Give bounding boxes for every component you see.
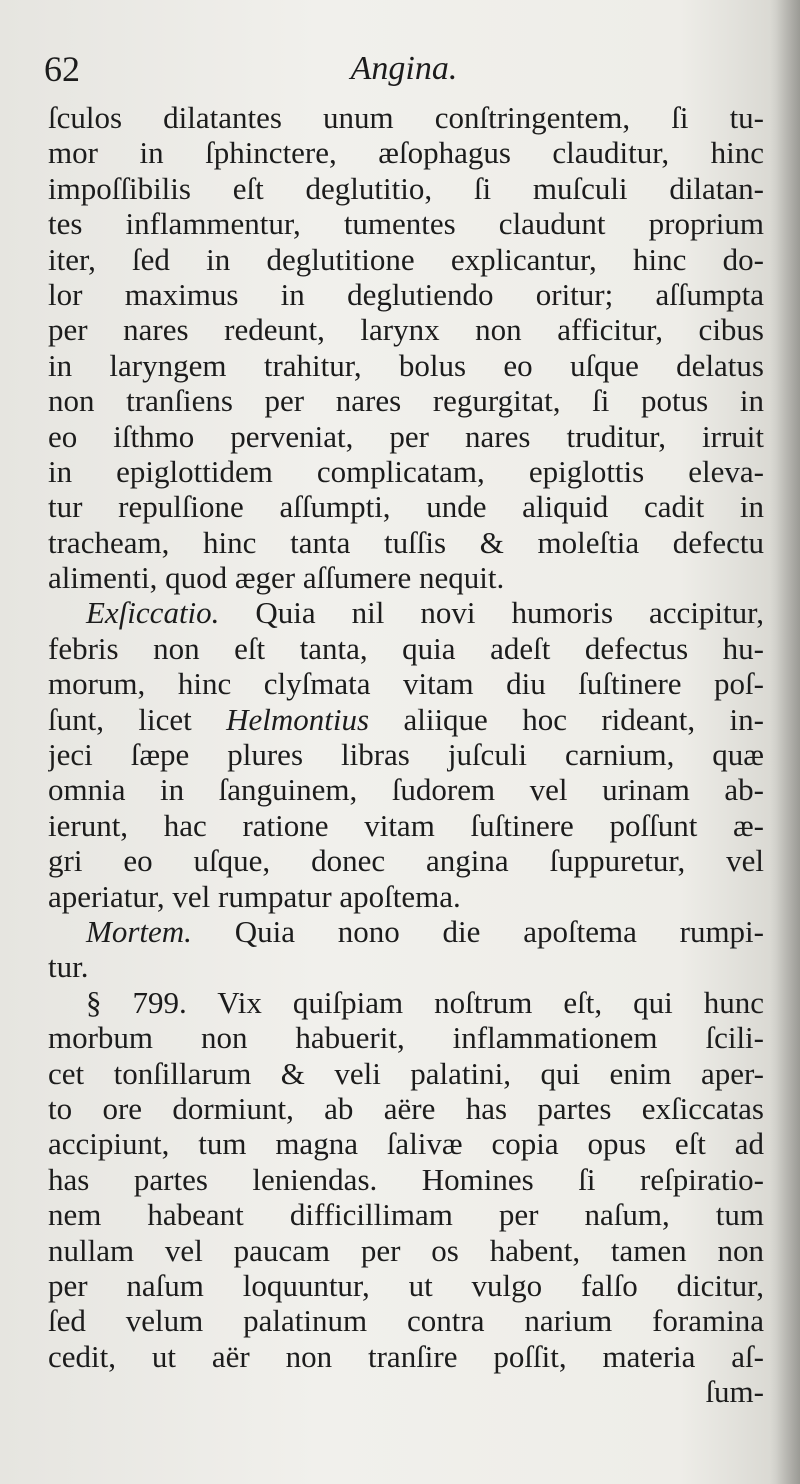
line-text: in epiglottidem complicatam, epiglottis eleva- [48,453,764,489]
line-text: to ore dormiunt, ab aëre has partes exſiccatas [48,1090,764,1126]
text-line [48,631,764,666]
text-line [48,1126,764,1161]
text-line [48,419,764,454]
line-text: Quia nono die apoſtema rumpi- [191,913,764,949]
line-text: ſculos dilatantes unum conſtringentem, ſi tu- [48,100,764,135]
body-text [48,100,764,1409]
text-line [48,525,764,560]
line-text: lor maximus in deglutiendo oritur; aſſumpta [48,276,764,312]
catchword-line [48,1374,764,1409]
text-line [48,1020,764,1055]
line-text: non tranſiens per nares regurgitat, ſi potus in [48,383,764,419]
line-text: tes inflammentur, tumentes claudunt proprium [48,206,764,242]
line-text: nem habeant difficillimam per naſum, tum [48,1197,764,1233]
binding-shadow [770,0,800,1484]
line-text: impoſſibilis eſt deglutitio, ſi muſculi dilatan- [48,170,764,206]
line-text: aperiatur, vel rumpatur apoſtema. [48,878,461,914]
page-number: 62 [44,49,80,89]
line-text: jeci ſæpe plures libras juſculi carnium, quæ [48,737,764,773]
line-text: § 799. Vix quiſpiam noſtrum eſt, qui hunc [86,984,764,1020]
line-text: cet tonſillarum & veli palatini, qui enim aper- [48,1055,764,1091]
text-line [48,914,764,949]
text-line [48,702,764,737]
running-head: Angina. [350,50,458,87]
text-line [48,242,764,277]
text-line [48,843,764,878]
text-line [48,383,764,418]
line-prefix: ſunt, licet [48,701,227,737]
text-line [48,949,764,984]
line-text: gri eo uſque, donec angina ſuppuretur, vel [48,843,764,879]
line-text: tur repulſione aſſumpti, unde aliquid cadit in [48,489,764,525]
line-text: morum, hinc clyſmata vitam diu ſuſtinere poſ- [48,666,764,702]
line-text: morbum non habuerit, inflammationem ſcili- [48,1020,764,1056]
line-text: alimenti, quod æger aſſumere nequit. [48,560,505,596]
text-line [48,171,764,206]
text-line [48,666,764,701]
line-text: aliique hoc rideant, in- [369,701,764,737]
text-line [48,1162,764,1197]
text-line [48,348,764,383]
line-text: eo iſthmo perveniat, per nares truditur, irruit [48,418,764,454]
text-line [48,135,764,170]
italic-term: Helmontius [226,701,370,737]
text-line [48,560,764,595]
line-text: mor in ſphinctere, æſophagus clauditur, hinc [48,135,764,171]
line-text: ſed velum palatinum contra narium foramina [48,1303,764,1339]
italic-term: Mortem. [86,913,192,949]
catchword: ſum- [705,1374,764,1410]
text-line [48,100,764,135]
text-line [48,1233,764,1268]
line-text: iter, ſed in deglutitione explicantur, hinc do- [48,241,764,277]
text-line [48,1303,764,1338]
text-line [48,737,764,772]
text-line [48,206,764,241]
line-text: tracheam, hinc tanta tuſſis & moleſtia defectu [48,524,764,560]
text-line [48,808,764,843]
line-text: nullam vel paucam per os habent, tamen non [48,1232,764,1268]
line-text: omnia in ſanguinem, ſudorem vel urinam ab- [48,772,764,808]
text-line [48,1268,764,1303]
text-line [48,1339,764,1374]
text-line [48,1197,764,1232]
text-line [48,312,764,347]
line-text: ierunt, hac ratione vitam ſuſtinere poſſunt æ- [48,807,764,843]
text-line [48,489,764,524]
text-line [48,1056,764,1091]
line-text: per naſum loquuntur, ut vulgo falſo dicitur, [48,1267,764,1303]
line-text: Quia nil novi humoris accipitur, [219,595,764,631]
italic-term: Exſiccatio. [86,595,220,631]
line-text: accipiunt, tum magna ſalivæ copia opus eſt ad [48,1126,764,1162]
line-text: cedit, ut aër non tranſire poſſit, materia aſ- [48,1338,764,1374]
text-line [48,454,764,489]
text-line [48,595,764,630]
line-text: tur. [48,949,89,985]
page-header [44,46,764,92]
text-line [48,1091,764,1126]
text-line [48,879,764,914]
line-text: in laryngem trahitur, bolus eo uſque delatus [48,347,764,383]
line-text: has partes leniendas. Homines ſi reſpiratio- [48,1161,764,1197]
line-text: febris non eſt tanta, quia adeſt defectus hu- [48,630,764,666]
text-line [48,772,764,807]
line-text: per nares redeunt, larynx non afficitur, cibus [48,312,764,348]
text-line [48,277,764,312]
text-line [48,985,764,1020]
